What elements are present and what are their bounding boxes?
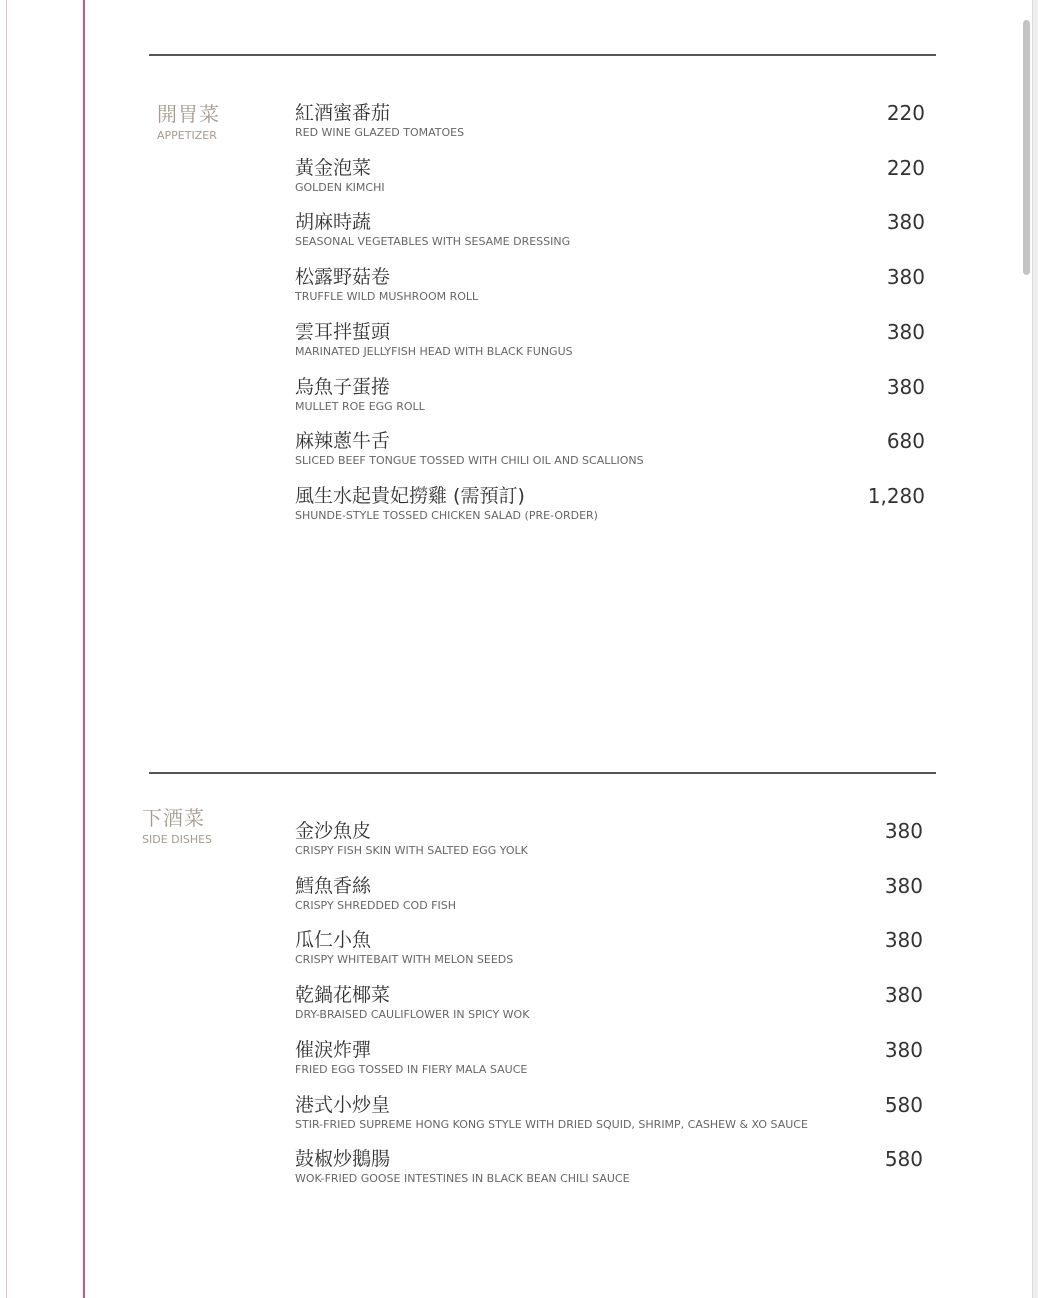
item-price: 1,280 <box>867 483 925 508</box>
item-name-zh: 麻辣蔥牛舌 <box>295 430 391 453</box>
item-name-zh: 催淚炸彈 <box>295 1038 372 1061</box>
item-name-zh: 松露野菇卷 <box>295 266 391 289</box>
item-price: 380 <box>884 819 923 843</box>
menu-item <box>295 210 925 264</box>
item-name-zh: 乾鍋花椰菜 <box>295 984 391 1007</box>
item-name-zh: 烏魚子蛋捲 <box>295 375 391 398</box>
item-price: 380 <box>886 319 925 344</box>
item-name-en: RED WINE GLAZED TOMATOES <box>295 126 465 139</box>
menu-item <box>295 265 925 319</box>
menu-item <box>295 983 923 1037</box>
item-price: 380 <box>886 265 925 290</box>
menu-item <box>295 819 923 873</box>
item-name-en: DRY-BRAISED CAULIFLOWER IN SPICY WOK <box>295 1008 530 1022</box>
item-name-en: STIR-FRIED SUPREME HONG KONG STYLE WITH DRIED SQUID, SHRIMP, CASHEW & XO SAUCE <box>295 1117 808 1131</box>
item-name-zh: 黃金泡菜 <box>295 156 372 179</box>
category-title-zh: 開胃菜 <box>157 102 220 126</box>
item-name-zh: 胡麻時蔬 <box>295 211 372 234</box>
menu-item <box>295 484 925 538</box>
scrollbar-track[interactable] <box>1032 0 1038 1298</box>
item-name-en: TRUFFLE WILD MUSHROOM ROLL <box>295 290 479 304</box>
item-price: 380 <box>884 1037 923 1062</box>
item-price: 220 <box>886 155 925 180</box>
category-title-en: SIDE DISHES <box>142 833 213 846</box>
item-name-en: CRISPY FISH SKIN WITH SALTED EGG YOLK <box>295 844 528 857</box>
item-price: 380 <box>884 873 923 898</box>
item-name-zh: 紅酒蜜番茄 <box>295 102 391 124</box>
item-name-en: SLICED BEEF TONGUE TOSSED WITH CHILI OIL AND SCALLIONS <box>295 454 644 468</box>
item-name-zh: 鱈魚香絲 <box>295 874 372 897</box>
menu-item <box>295 320 925 374</box>
item-price: 380 <box>884 983 923 1008</box>
item-price: 220 <box>886 101 925 125</box>
scrollbar-thumb[interactable] <box>1023 20 1030 275</box>
item-price: 680 <box>886 429 925 454</box>
menu-item <box>295 1147 923 1201</box>
section-divider <box>149 772 936 774</box>
item-name-en: FRIED EGG TOSSED IN FIERY MALA SAUCE <box>295 1062 528 1076</box>
item-name-en: MULLET ROE EGG ROLL <box>295 399 425 413</box>
item-name-en: MARINATED JELLYFISH HEAD WITH BLACK FUNGUS <box>295 344 573 358</box>
page-edge <box>6 0 7 1298</box>
item-price: 380 <box>886 374 925 399</box>
menu-item <box>295 429 925 483</box>
item-price: 580 <box>884 1092 923 1117</box>
item-name-zh: 鼓椒炒鵝腸 <box>295 1148 391 1171</box>
category-side-dishes <box>142 802 212 846</box>
item-price: 580 <box>884 1147 923 1172</box>
item-price: 380 <box>886 210 925 235</box>
menu-item <box>295 375 925 429</box>
category-appetizer <box>157 98 220 142</box>
menu-item <box>295 928 923 982</box>
item-name-zh: 瓜仁小魚 <box>295 929 372 952</box>
category-title-en: APPETIZER <box>157 129 217 142</box>
item-name-en: SHUNDE-STYLE TOSSED CHICKEN SALAD (PRE-ORDER) <box>295 508 598 522</box>
item-name-zh: 金沙魚皮 <box>295 820 372 842</box>
margin-line <box>83 0 85 1298</box>
menu-item <box>295 156 925 210</box>
item-name-zh: 風生水起貴妃撈雞 (需預訂) <box>295 484 525 507</box>
item-name-en: GOLDEN KIMCHI <box>295 180 385 194</box>
item-name-en: CRISPY WHITEBAIT WITH MELON SEEDS <box>295 953 514 967</box>
menu-item <box>295 1093 923 1147</box>
item-name-en: WOK-FRIED GOOSE INTESTINES IN BLACK BEAN CHILI SAUCE <box>295 1172 630 1186</box>
menu-item <box>295 101 925 155</box>
item-name-en: SEASONAL VEGETABLES WITH SESAME DRESSING <box>295 235 571 249</box>
item-name-zh: 港式小炒皇 <box>295 1093 391 1116</box>
item-name-zh: 雲耳拌蜇頭 <box>295 320 391 343</box>
item-name-en: CRISPY SHREDDED COD FISH <box>295 898 456 912</box>
item-price: 380 <box>884 928 923 953</box>
category-title-zh: 下酒菜 <box>142 806 205 830</box>
section-divider <box>149 54 936 56</box>
menu-item <box>295 874 923 928</box>
menu-item <box>295 1038 923 1092</box>
